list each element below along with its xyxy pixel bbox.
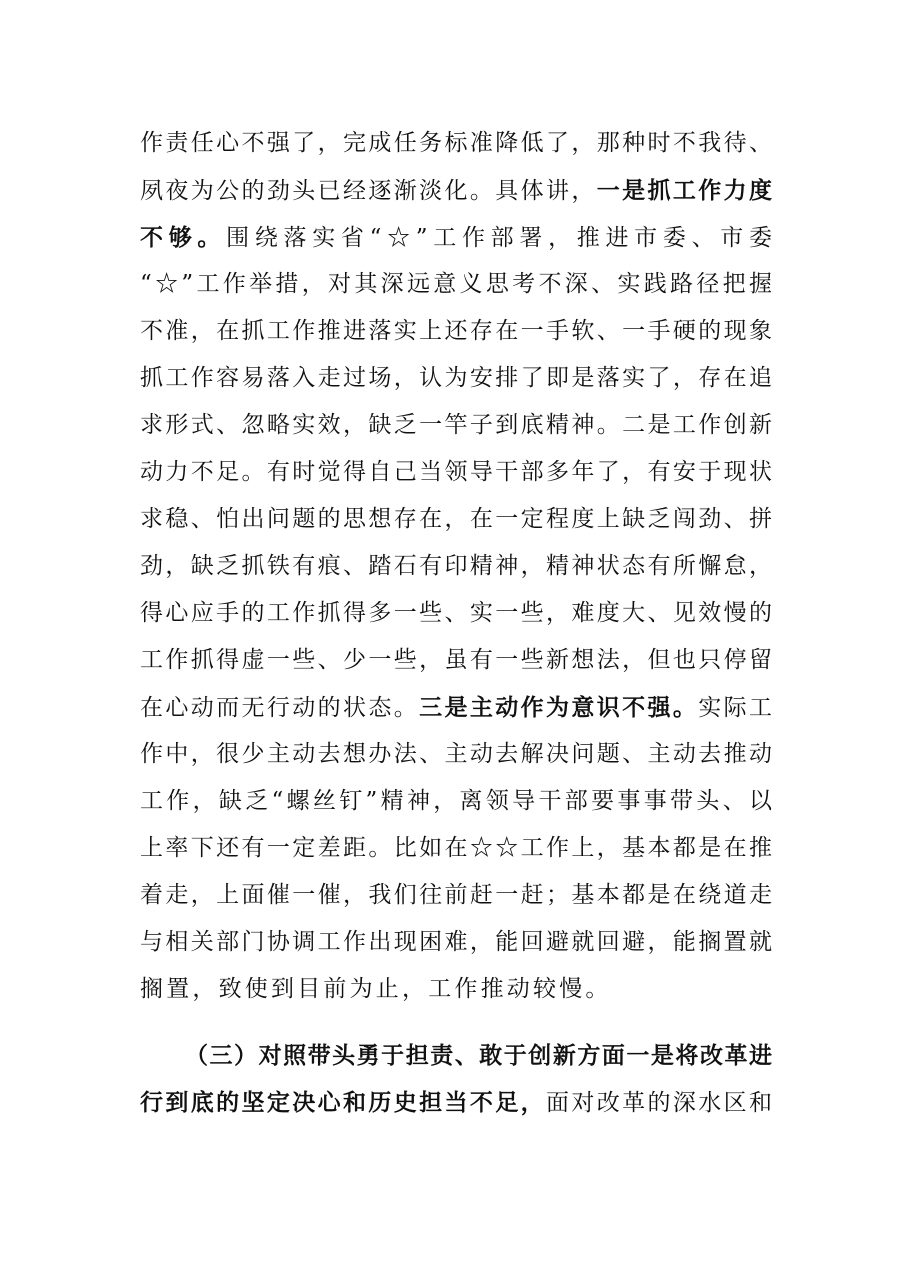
text-run: “☆”工作举措，对其深远意义思考不深、实践路径把握 [140, 271, 772, 297]
paragraph-line [140, 120, 772, 167]
bold-text-run: （三）对照带头勇于担责、敢于创新方面一是将改革进 [185, 1042, 772, 1069]
text-run: 上率下还有一定差距。比如在☆☆工作上，基本都是在推 [140, 835, 772, 861]
bold-text-run: 一是抓工作力度 [596, 177, 772, 204]
paragraph-line [140, 261, 772, 308]
text-run: 作中，很少主动去想办法、主动去解决问题、主动去推动 [140, 741, 772, 767]
paragraph-line [140, 778, 772, 825]
paragraph-line [140, 731, 772, 778]
paragraph-line [140, 919, 772, 966]
paragraph-line [140, 167, 772, 214]
paragraph-line [140, 825, 772, 872]
text-run: 动力不足。有时觉得自己当领导干部多年了，有安于现状 [140, 459, 772, 485]
paragraph-line [140, 402, 772, 449]
paragraph-line [140, 1032, 772, 1079]
text-run: 求形式、忽略实效，缺乏一竿子到底精神。二是工作创新 [140, 412, 772, 438]
paragraph-line [140, 966, 772, 1013]
text-run: 实际工 [698, 695, 772, 721]
text-run: 劲，缺乏抓铁有痕、踏石有印精神，精神状态有所懈怠， [140, 553, 772, 579]
text-run: 在心动而无行动的状态。 [140, 695, 420, 721]
paragraph-line [140, 214, 772, 261]
paragraph-line [140, 872, 772, 919]
paragraph-line [140, 355, 772, 402]
text-run: 着走，上面催一催，我们往前赶一赶；基本都是在绕道走 [140, 882, 772, 908]
text-run: 作责任心不强了，完成任务标准降低了，那种时不我待、 [140, 130, 772, 156]
text-run: 求稳、怕出问题的思想存在，在一定程度上缺乏闯劲、拼 [140, 506, 772, 532]
text-run: 不准，在抓工作推进落实上还存在一手软、一手硬的现象 [140, 318, 772, 344]
bold-text-run: 三是主动作为意识不强。 [419, 694, 699, 721]
bold-text-run: 行到底的坚定决心和历史担当不足， [140, 1089, 546, 1116]
text-run: 工作，缺乏“螺丝钉”精神，离领导干部要事事带头、以 [140, 788, 772, 814]
paragraph-1 [140, 120, 772, 1013]
text-run: 搁置，致使到目前为止，工作推动较慢。 [140, 976, 612, 1002]
paragraph-line [140, 590, 772, 637]
paragraph-line [140, 543, 772, 590]
paragraph-line [140, 449, 772, 496]
text-run: 面对改革的深水区和 [546, 1090, 772, 1116]
paragraph-line [140, 637, 772, 684]
text-run: 工作抓得虚一些、少一些，虽有一些新想法，但也只停留 [140, 647, 772, 673]
paragraph-line [140, 1079, 772, 1126]
text-run: 围绕落实省“☆”工作部署，推进市委、市委 [226, 225, 772, 251]
paragraph-line [140, 308, 772, 355]
paragraph-line [140, 684, 772, 731]
text-run: 得心应手的工作抓得多一些、实一些，难度大、见效慢的 [140, 600, 772, 626]
text-run: 夙夜为公的劲头已经逐渐淡化。具体讲， [140, 178, 597, 204]
text-run: 抓工作容易落入走过场，认为安排了即是落实了，存在追 [140, 365, 772, 391]
text-run: 与相关部门协调工作出现困难，能回避就回避，能搁置就 [140, 929, 772, 955]
bold-text-run: 不够。 [140, 224, 227, 251]
paragraph-2 [140, 1032, 772, 1126]
paragraph-line [140, 496, 772, 543]
